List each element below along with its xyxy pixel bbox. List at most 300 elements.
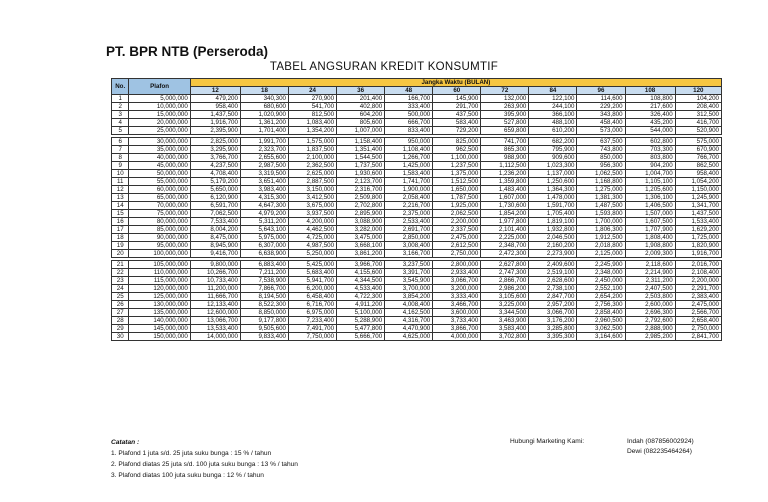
installment-cell: 2,866,700 bbox=[481, 277, 529, 285]
installment-cell: 2,847,700 bbox=[529, 293, 577, 301]
installment-cell: 3,176,200 bbox=[529, 317, 577, 325]
installment-cell: 2,046,500 bbox=[529, 234, 577, 242]
installment-cell: 1,158,400 bbox=[337, 138, 385, 146]
row-number: 25 bbox=[112, 293, 129, 301]
installment-cell: 1,991,700 bbox=[240, 138, 288, 146]
plafon-cell: 135,000,000 bbox=[129, 309, 190, 317]
installment-cell: 2,825,000 bbox=[190, 138, 240, 146]
table-row bbox=[112, 242, 722, 250]
row-number: 14 bbox=[112, 202, 129, 210]
installment-cell: 4,470,900 bbox=[385, 325, 433, 333]
installment-cell: 1,100,000 bbox=[433, 154, 481, 162]
contact-label: Hubungi Marketing Kami: bbox=[510, 438, 585, 445]
installment-cell: 4,725,000 bbox=[288, 234, 336, 242]
installment-cell: 2,533,400 bbox=[385, 218, 433, 226]
term-header: Jangka Waktu (BULAN) bbox=[190, 79, 721, 87]
installment-cell: 6,638,900 bbox=[240, 250, 288, 258]
installment-cell: 1,593,800 bbox=[577, 210, 625, 218]
installment-cell: 1,650,000 bbox=[433, 186, 481, 194]
installment-cell: 208,400 bbox=[675, 103, 721, 111]
installment-cell: 9,505,600 bbox=[240, 325, 288, 333]
installment-cell: 3,966,700 bbox=[337, 261, 385, 269]
row-number: 12 bbox=[112, 186, 129, 194]
installment-cell: 2,627,800 bbox=[481, 261, 529, 269]
installment-cell: 3,088,900 bbox=[337, 218, 385, 226]
installment-cell: 1,237,500 bbox=[433, 162, 481, 170]
installment-cell: 5,425,000 bbox=[288, 261, 336, 269]
installment-cell: 5,941,700 bbox=[288, 277, 336, 285]
row-number: 5 bbox=[112, 127, 129, 135]
plafon-cell: 25,000,000 bbox=[129, 127, 190, 135]
installment-cell: 4,200,000 bbox=[288, 218, 336, 226]
installment-cell: 2,612,500 bbox=[433, 242, 481, 250]
installment-cell: 2,472,300 bbox=[481, 250, 529, 258]
installment-cell: 2,895,900 bbox=[337, 210, 385, 218]
installment-cell: 2,625,000 bbox=[288, 170, 336, 178]
plafon-cell: 140,000,000 bbox=[129, 317, 190, 325]
row-number: 27 bbox=[112, 309, 129, 317]
installment-cell: 862,500 bbox=[675, 162, 721, 170]
installment-cell: 2,654,200 bbox=[577, 293, 625, 301]
installment-cell: 437,500 bbox=[433, 111, 481, 119]
installment-cell: 909,600 bbox=[529, 154, 577, 162]
installment-cell: 132,000 bbox=[481, 95, 529, 103]
installment-cell: 5,477,800 bbox=[337, 325, 385, 333]
installment-cell: 1,908,800 bbox=[625, 242, 675, 250]
row-number: 7 bbox=[112, 146, 129, 154]
table-row bbox=[112, 170, 722, 178]
installment-cell: 4,533,400 bbox=[337, 285, 385, 293]
installment-cell: 2,062,500 bbox=[433, 210, 481, 218]
installment-cell: 1,607,500 bbox=[625, 218, 675, 226]
row-number: 17 bbox=[112, 226, 129, 234]
installment-cell: 1,707,900 bbox=[625, 226, 675, 234]
installment-cell: 5,683,400 bbox=[288, 269, 336, 277]
table-row bbox=[112, 285, 722, 293]
installment-cell: 703,300 bbox=[625, 146, 675, 154]
plafon-cell: 130,000,000 bbox=[129, 301, 190, 309]
installment-cell: 3,066,700 bbox=[529, 309, 577, 317]
table-row bbox=[112, 309, 722, 317]
installment-cell: 2,986,200 bbox=[481, 285, 529, 293]
term-18-header: 18 bbox=[240, 87, 288, 95]
plafon-cell: 5,000,000 bbox=[129, 95, 190, 103]
installment-cell: 3,583,400 bbox=[481, 325, 529, 333]
installment-cell: 13,533,400 bbox=[190, 325, 240, 333]
installment-cell: 229,200 bbox=[577, 103, 625, 111]
installment-cell: 2,337,500 bbox=[433, 226, 481, 234]
installment-cell: 1,137,000 bbox=[529, 170, 577, 178]
installment-cell: 1,062,500 bbox=[577, 170, 625, 178]
table-row bbox=[112, 301, 722, 309]
installment-cell: 682,200 bbox=[529, 138, 577, 146]
installment-cell: 2,160,200 bbox=[529, 242, 577, 250]
installment-cell: 6,591,700 bbox=[190, 202, 240, 210]
installment-cell: 1,925,000 bbox=[433, 202, 481, 210]
installment-cell: 458,400 bbox=[577, 119, 625, 127]
installment-cell: 9,800,000 bbox=[190, 261, 240, 269]
installment-cell: 1,004,700 bbox=[625, 170, 675, 178]
installment-cell: 865,300 bbox=[481, 146, 529, 154]
installment-cell: 805,600 bbox=[337, 119, 385, 127]
installment-cell: 1,730,600 bbox=[481, 202, 529, 210]
installment-cell: 1,351,400 bbox=[337, 146, 385, 154]
installment-cell: 3,412,500 bbox=[288, 194, 336, 202]
installment-cell: 2,658,400 bbox=[675, 317, 721, 325]
note-item: 2. Plafond diatas 25 juta s/d. 100 juta suku bunga : 13 % / tahun bbox=[111, 461, 298, 468]
table-row bbox=[112, 154, 722, 162]
table-row bbox=[112, 269, 722, 277]
installment-cell: 8,522,300 bbox=[240, 301, 288, 309]
installment-cell: 1,629,200 bbox=[675, 226, 721, 234]
installment-cell: 2,323,700 bbox=[240, 146, 288, 154]
installment-cell: 2,702,800 bbox=[337, 202, 385, 210]
term-72-header: 72 bbox=[481, 87, 529, 95]
installment-cell: 7,233,400 bbox=[288, 317, 336, 325]
installment-cell: 1,701,400 bbox=[240, 127, 288, 135]
installment-cell: 5,288,900 bbox=[337, 317, 385, 325]
installment-cell: 2,552,100 bbox=[577, 285, 625, 293]
installment-cell: 11,200,000 bbox=[190, 285, 240, 293]
plafon-cell: 145,000,000 bbox=[129, 325, 190, 333]
note-item: 3. Plafond diatas 100 juta suku bunga : 12 % / tahun bbox=[111, 472, 264, 479]
installment-cell: 3,164,600 bbox=[577, 333, 625, 341]
installment-cell: 3,668,100 bbox=[337, 242, 385, 250]
installment-cell: 2,628,600 bbox=[529, 277, 577, 285]
installment-cell: 2,216,700 bbox=[385, 202, 433, 210]
installment-cell: 4,911,200 bbox=[337, 301, 385, 309]
installment-cell: 4,315,300 bbox=[240, 194, 288, 202]
table-row bbox=[112, 293, 722, 301]
installment-cell: 14,000,000 bbox=[190, 333, 240, 341]
installment-cell: 2,362,500 bbox=[288, 162, 336, 170]
installment-cell: 583,400 bbox=[433, 119, 481, 127]
installment-cell: 10,733,400 bbox=[190, 277, 240, 285]
row-number: 22 bbox=[112, 269, 129, 277]
row-number: 3 bbox=[112, 111, 129, 119]
installment-cell: 1,487,500 bbox=[577, 202, 625, 210]
installment-cell: 201,400 bbox=[337, 95, 385, 103]
table-row bbox=[112, 127, 722, 135]
installment-cell: 1,837,500 bbox=[288, 146, 336, 154]
installment-cell: 3,150,000 bbox=[288, 186, 336, 194]
plafon-cell: 100,000,000 bbox=[129, 250, 190, 258]
installment-cell: 2,291,700 bbox=[675, 285, 721, 293]
plafon-cell: 50,000,000 bbox=[129, 170, 190, 178]
installment-cell: 4,155,600 bbox=[337, 269, 385, 277]
installment-cell: 2,850,000 bbox=[385, 234, 433, 242]
installment-cell: 6,458,400 bbox=[288, 293, 336, 301]
installment-cell: 2,395,900 bbox=[190, 127, 240, 135]
installment-cell: 1,205,600 bbox=[625, 186, 675, 194]
installment-cell: 741,700 bbox=[481, 138, 529, 146]
row-number: 11 bbox=[112, 178, 129, 186]
installment-cell: 1,168,800 bbox=[577, 178, 625, 186]
installment-cell: 1,900,000 bbox=[385, 186, 433, 194]
installment-cell: 2,696,300 bbox=[625, 309, 675, 317]
installment-cell: 3,651,400 bbox=[240, 178, 288, 186]
installment-cell: 2,691,700 bbox=[385, 226, 433, 234]
installment-cell: 1,306,100 bbox=[625, 194, 675, 202]
installment-cell: 4,987,500 bbox=[288, 242, 336, 250]
contact-person: Indah (087856002924) bbox=[627, 438, 694, 445]
table-row bbox=[112, 218, 722, 226]
installment-cell: 1,007,000 bbox=[337, 127, 385, 135]
table-row bbox=[112, 261, 722, 269]
table-row bbox=[112, 226, 722, 234]
installment-cell: 2,058,400 bbox=[385, 194, 433, 202]
installment-cell: 270,900 bbox=[288, 95, 336, 103]
installment-cell: 1,977,800 bbox=[481, 218, 529, 226]
installment-cell: 541,700 bbox=[288, 103, 336, 111]
installment-cell: 479,200 bbox=[190, 95, 240, 103]
installment-cell: 7,866,700 bbox=[240, 285, 288, 293]
installment-cell: 527,800 bbox=[481, 119, 529, 127]
plafon-cell: 55,000,000 bbox=[129, 178, 190, 186]
plafon-cell: 15,000,000 bbox=[129, 111, 190, 119]
plafon-cell: 105,000,000 bbox=[129, 261, 190, 269]
installment-cell: 2,125,000 bbox=[577, 250, 625, 258]
installment-table bbox=[111, 78, 722, 341]
row-number: 10 bbox=[112, 170, 129, 178]
plafon-cell: 45,000,000 bbox=[129, 162, 190, 170]
installment-cell: 2,409,600 bbox=[529, 261, 577, 269]
row-number: 4 bbox=[112, 119, 129, 127]
installment-cell: 1,725,000 bbox=[675, 234, 721, 242]
installment-cell: 4,316,700 bbox=[385, 317, 433, 325]
installment-cell: 2,016,700 bbox=[675, 261, 721, 269]
notes-title: Catatan : bbox=[111, 439, 140, 446]
installment-cell: 2,348,700 bbox=[481, 242, 529, 250]
installment-cell: 3,237,500 bbox=[385, 261, 433, 269]
plafon-cell: 70,000,000 bbox=[129, 202, 190, 210]
installment-cell: 958,400 bbox=[675, 170, 721, 178]
installment-cell: 2,475,000 bbox=[675, 301, 721, 309]
installment-cell: 544,000 bbox=[625, 127, 675, 135]
row-number: 19 bbox=[112, 242, 129, 250]
table-row bbox=[112, 146, 722, 154]
installment-cell: 5,311,200 bbox=[240, 218, 288, 226]
installment-cell: 604,200 bbox=[337, 111, 385, 119]
installment-cell: 2,348,000 bbox=[577, 269, 625, 277]
installment-cell: 366,100 bbox=[529, 111, 577, 119]
company-name: PT. BPR NTB (Perseroda) bbox=[106, 44, 269, 59]
installment-cell: 3,866,700 bbox=[433, 325, 481, 333]
installment-cell: 1,236,200 bbox=[481, 170, 529, 178]
installment-cell: 1,819,100 bbox=[529, 218, 577, 226]
installment-cell: 3,333,400 bbox=[433, 293, 481, 301]
term-60-header: 60 bbox=[433, 87, 481, 95]
installment-cell: 12,600,000 bbox=[190, 309, 240, 317]
installment-cell: 5,250,000 bbox=[288, 250, 336, 258]
table-row bbox=[112, 178, 722, 186]
installment-cell: 3,766,700 bbox=[190, 154, 240, 162]
installment-cell: 2,245,900 bbox=[577, 261, 625, 269]
table-row bbox=[112, 103, 722, 111]
installment-cell: 343,800 bbox=[577, 111, 625, 119]
installment-cell: 7,211,200 bbox=[240, 269, 288, 277]
installment-cell: 7,533,400 bbox=[190, 218, 240, 226]
installment-cell: 3,285,800 bbox=[529, 325, 577, 333]
installment-cell: 244,100 bbox=[529, 103, 577, 111]
installment-cell: 1,806,300 bbox=[577, 226, 625, 234]
term-84-header: 84 bbox=[529, 87, 577, 95]
installment-cell: 3,861,200 bbox=[337, 250, 385, 258]
installment-cell: 1,583,400 bbox=[385, 170, 433, 178]
installment-cell: 6,975,000 bbox=[288, 309, 336, 317]
installment-cell: 766,700 bbox=[675, 154, 721, 162]
installment-cell: 2,933,400 bbox=[433, 269, 481, 277]
installment-cell: 4,008,400 bbox=[385, 301, 433, 309]
installment-cell: 2,118,600 bbox=[625, 261, 675, 269]
row-number: 6 bbox=[112, 138, 129, 146]
installment-cell: 108,800 bbox=[625, 95, 675, 103]
installment-cell: 670,900 bbox=[675, 146, 721, 154]
row-number: 20 bbox=[112, 250, 129, 258]
installment-cell: 2,108,400 bbox=[675, 269, 721, 277]
installment-cell: 2,311,200 bbox=[625, 277, 675, 285]
table-row bbox=[112, 162, 722, 170]
installment-cell: 1,930,600 bbox=[337, 170, 385, 178]
contact-person: Dewi (082235464264) bbox=[627, 448, 692, 455]
installment-cell: 114,600 bbox=[577, 95, 625, 103]
installment-cell: 8,945,900 bbox=[190, 242, 240, 250]
installment-cell: 2,858,400 bbox=[577, 309, 625, 317]
installment-cell: 850,000 bbox=[577, 154, 625, 162]
installment-cell: 3,983,400 bbox=[240, 186, 288, 194]
installment-cell: 573,000 bbox=[577, 127, 625, 135]
table-row bbox=[112, 234, 722, 242]
installment-cell: 4,462,500 bbox=[288, 226, 336, 234]
installment-cell: 958,400 bbox=[190, 103, 240, 111]
installment-cell: 1,575,000 bbox=[288, 138, 336, 146]
plafon-cell: 10,000,000 bbox=[129, 103, 190, 111]
installment-cell: 803,800 bbox=[625, 154, 675, 162]
header-row-terms bbox=[112, 87, 722, 95]
installment-cell: 1,787,500 bbox=[433, 194, 481, 202]
installment-cell: 520,900 bbox=[675, 127, 721, 135]
installment-cell: 4,000,000 bbox=[433, 333, 481, 341]
installment-cell: 2,503,800 bbox=[625, 293, 675, 301]
installment-cell: 145,900 bbox=[433, 95, 481, 103]
term-12-header: 12 bbox=[190, 87, 240, 95]
installment-cell: 10,266,700 bbox=[190, 269, 240, 277]
installment-cell: 1,591,700 bbox=[529, 202, 577, 210]
installment-cell: 812,500 bbox=[288, 111, 336, 119]
installment-cell: 1,705,400 bbox=[529, 210, 577, 218]
installment-cell: 1,266,700 bbox=[385, 154, 433, 162]
installment-cell: 3,937,500 bbox=[288, 210, 336, 218]
row-number: 26 bbox=[112, 301, 129, 309]
installment-cell: 3,545,900 bbox=[385, 277, 433, 285]
installment-cell: 2,509,800 bbox=[337, 194, 385, 202]
installment-cell: 122,100 bbox=[529, 95, 577, 103]
installment-cell: 4,344,500 bbox=[337, 277, 385, 285]
installment-cell: 5,100,000 bbox=[337, 309, 385, 317]
installment-cell: 2,200,000 bbox=[675, 277, 721, 285]
installment-cell: 6,883,400 bbox=[240, 261, 288, 269]
plafon-cell: 65,000,000 bbox=[129, 194, 190, 202]
installment-cell: 1,108,400 bbox=[385, 146, 433, 154]
installment-cell: 3,395,300 bbox=[529, 333, 577, 341]
installment-cell: 3,062,500 bbox=[577, 325, 625, 333]
installment-cell: 2,383,400 bbox=[675, 293, 721, 301]
term-120-header: 120 bbox=[675, 87, 721, 95]
installment-cell: 3,105,600 bbox=[481, 293, 529, 301]
installment-cell: 3,675,000 bbox=[288, 202, 336, 210]
table-row bbox=[112, 317, 722, 325]
installment-cell: 3,854,200 bbox=[385, 293, 433, 301]
installment-cell: 1,150,000 bbox=[675, 186, 721, 194]
installment-cell: 1,341,700 bbox=[675, 202, 721, 210]
installment-cell: 1,354,200 bbox=[288, 127, 336, 135]
row-number: 2 bbox=[112, 103, 129, 111]
installment-cell: 1,854,200 bbox=[481, 210, 529, 218]
installment-cell: 950,000 bbox=[385, 138, 433, 146]
installment-cell: 4,708,400 bbox=[190, 170, 240, 178]
notes bbox=[111, 437, 298, 481]
plafon-cell: 60,000,000 bbox=[129, 186, 190, 194]
table-row bbox=[112, 119, 722, 127]
installment-cell: 904,200 bbox=[625, 162, 675, 170]
installment-cell: 680,600 bbox=[240, 103, 288, 111]
installment-cell: 3,166,700 bbox=[385, 250, 433, 258]
installment-cell: 166,700 bbox=[385, 95, 433, 103]
installment-cell: 1,916,700 bbox=[190, 119, 240, 127]
installment-cell: 988,900 bbox=[481, 154, 529, 162]
term-108-header: 108 bbox=[625, 87, 675, 95]
plafon-cell: 90,000,000 bbox=[129, 234, 190, 242]
installment-cell: 2,960,500 bbox=[577, 317, 625, 325]
installment-cell: 1,544,500 bbox=[337, 154, 385, 162]
installment-cell: 833,400 bbox=[385, 127, 433, 135]
row-number: 29 bbox=[112, 325, 129, 333]
installment-cell: 962,500 bbox=[433, 146, 481, 154]
installment-cell: 610,200 bbox=[529, 127, 577, 135]
installment-cell: 402,800 bbox=[337, 103, 385, 111]
installment-cell: 1,483,400 bbox=[481, 186, 529, 194]
installment-cell: 395,900 bbox=[481, 111, 529, 119]
installment-cell: 3,600,000 bbox=[433, 309, 481, 317]
installment-cell: 2,316,700 bbox=[337, 186, 385, 194]
header-row-top bbox=[112, 79, 722, 87]
installment-cell: 3,008,400 bbox=[385, 242, 433, 250]
installment-cell: 2,841,700 bbox=[675, 333, 721, 341]
installment-cell: 4,625,000 bbox=[385, 333, 433, 341]
installment-cell: 1,250,600 bbox=[529, 178, 577, 186]
installment-cell: 3,200,000 bbox=[433, 285, 481, 293]
installment-cell: 5,650,000 bbox=[190, 186, 240, 194]
installment-cell: 416,700 bbox=[675, 119, 721, 127]
installment-cell: 3,475,000 bbox=[337, 234, 385, 242]
installment-cell: 2,750,000 bbox=[433, 250, 481, 258]
installment-cell: 2,600,000 bbox=[625, 301, 675, 309]
installment-cell: 1,023,300 bbox=[529, 162, 577, 170]
installment-cell: 1,533,400 bbox=[675, 218, 721, 226]
installment-cell: 602,800 bbox=[625, 138, 675, 146]
installment-cell: 3,733,400 bbox=[433, 317, 481, 325]
installment-cell: 795,900 bbox=[529, 146, 577, 154]
installment-cell: 8,850,000 bbox=[240, 309, 288, 317]
installment-cell: 2,450,000 bbox=[577, 277, 625, 285]
installment-cell: 2,655,600 bbox=[240, 154, 288, 162]
installment-cell: 1,361,200 bbox=[240, 119, 288, 127]
installment-cell: 2,200,000 bbox=[433, 218, 481, 226]
installment-cell: 5,975,000 bbox=[240, 234, 288, 242]
installment-cell: 2,957,200 bbox=[529, 301, 577, 309]
plafon-cell: 120,000,000 bbox=[129, 285, 190, 293]
installment-cell: 1,359,800 bbox=[481, 178, 529, 186]
